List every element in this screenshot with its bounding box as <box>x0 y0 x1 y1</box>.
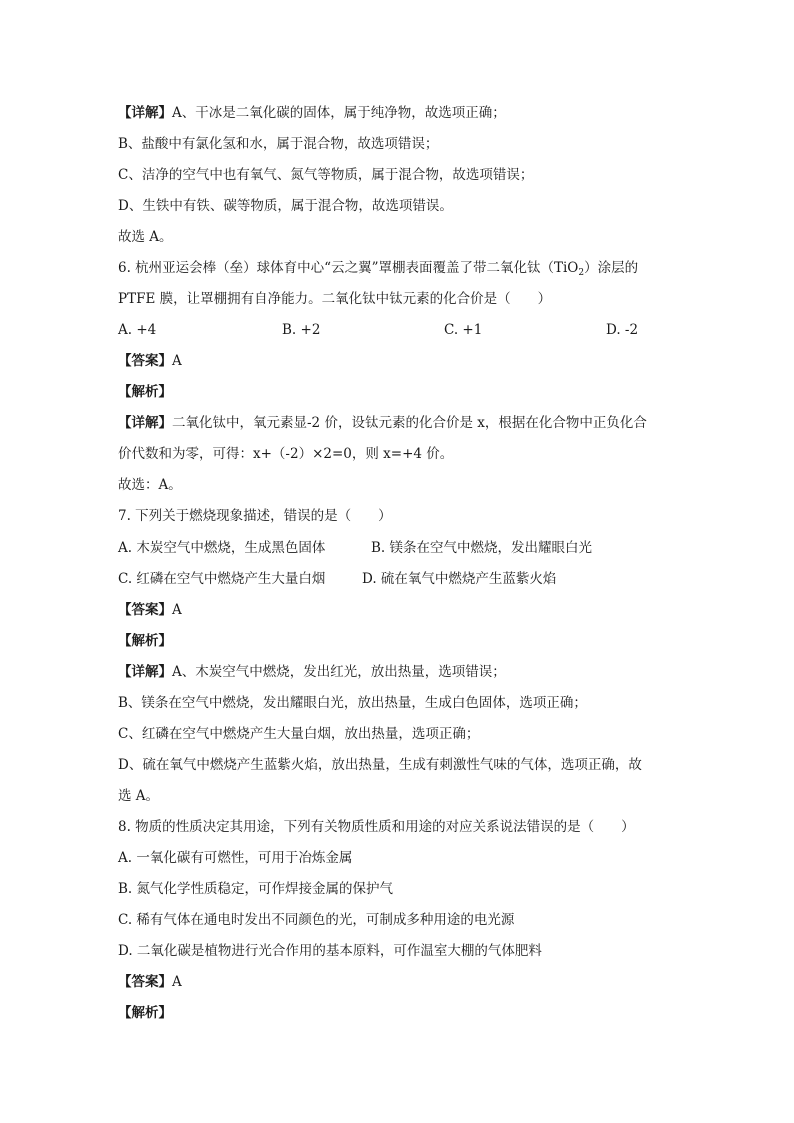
q8-option-a: A. 一氧化碳有可燃性，可用于冶炼金属 <box>118 850 353 866</box>
q6-stem-text: 6. 杭州亚运会棒（垒）球体育中心“云之翼”罩棚表面覆盖了带二氧化钛（TiO <box>118 260 579 276</box>
detail-label: 【详解】 <box>118 105 172 121</box>
q6-stem-line1 <box>118 258 638 283</box>
q7-analysis-label: 【解析】 <box>118 633 172 649</box>
detail-label: 【详解】 <box>118 664 172 680</box>
conclusion: 故选 A。 <box>118 229 173 245</box>
q6-subscript: 2 <box>578 268 585 278</box>
detail-text: A、木炭空气中燃烧，发出红光，放出热量，选项错误； <box>172 664 506 680</box>
q6-answer <box>118 351 182 371</box>
q6-stem-text-end: ）涂层的 <box>584 260 639 276</box>
answer-label: 【答案】 <box>118 974 172 990</box>
detail-label: 【详解】 <box>118 415 172 431</box>
q6-option-c: C. +1 <box>444 322 483 338</box>
q6-option-b: B. +2 <box>282 322 321 338</box>
q6-detail-line1 <box>118 413 647 433</box>
answer-label: 【答案】 <box>118 602 172 618</box>
q7-option-a: A. 木炭空气中燃烧，生成黑色固体 <box>118 540 326 556</box>
q8-option-b: B. 氮气化学性质稳定，可作焊接金属的保护气 <box>118 881 394 897</box>
q8-option-d: D. 二氧化碳是植物进行光合作用的基本原料，可作温室大棚的气体肥料 <box>118 943 542 959</box>
q7-answer <box>118 600 182 620</box>
q8-stem: 8. 物质的性质决定其用途，下列有关物质性质和用途的对应关系说法错误的是（ ） <box>118 819 635 835</box>
q7-stem: 7. 下列关于燃烧现象描述，错误的是（ ） <box>118 508 392 524</box>
detail-text: 二氧化钛中，氧元素显-2 价，设钛元素的化合价是 x，根据在化合物中正负化合 <box>172 415 647 431</box>
q8-analysis-label: 【解析】 <box>118 1005 172 1021</box>
detail-line-d: D、生铁中有铁、碳等物质，属于混合物，故选项错误。 <box>118 198 453 214</box>
answer-value: A <box>172 974 182 990</box>
q7-option-b: B. 镁条在空气中燃烧，发出耀眼白光 <box>371 540 593 556</box>
q7-detail-b: B、镁条在空气中燃烧，发出耀眼白光，放出热量，生成白色固体，选项正确； <box>118 695 587 711</box>
q7-detail-d1: D、硫在氧气中燃烧产生蓝紫火焰，放出热量，生成有刺激性气味的气体，选项正确，故 <box>118 757 642 773</box>
q7-option-c: C. 红磷在空气中燃烧产生大量白烟 <box>118 571 326 587</box>
q7-detail-c: C、红磷在空气中燃烧产生大量白烟，放出热量，选项正确； <box>118 726 480 742</box>
q6-detail-line2: 价代数和为零，可得：x+（-2）×2=0，则 x=+4 价。 <box>118 446 454 462</box>
q6-option-d: D. -2 <box>606 322 639 338</box>
answer-value: A <box>172 353 182 369</box>
detail-text: A、干冰是二氧化碳的固体，属于纯净物，故选项正确； <box>172 105 506 121</box>
q7-detail-a <box>118 662 506 682</box>
q7-option-d: D. 硫在氧气中燃烧产生蓝紫火焰 <box>362 571 557 587</box>
q6-conclusion: 故选：A。 <box>118 477 182 493</box>
q8-option-c: C. 稀有气体在通电时发出不同颜色的光，可制成多种用途的电光源 <box>118 912 515 928</box>
answer-label: 【答案】 <box>118 353 172 369</box>
detail-line-a <box>118 103 506 123</box>
q8-answer <box>118 972 182 992</box>
detail-line-c: C、洁净的空气中也有氧气、氮气等物质，属于混合物，故选项错误； <box>118 167 534 183</box>
answer-value: A <box>172 602 182 618</box>
q6-option-a: A. +4 <box>118 322 157 338</box>
detail-line-b: B、盐酸中有氯化氢和水，属于混合物，故选项错误； <box>118 136 439 152</box>
q7-detail-d2: 选 A。 <box>118 788 160 804</box>
q6-stem-line2: PTFE 膜，让罩棚拥有自净能力。二氧化钛中钛元素的化合价是（ ） <box>118 291 552 307</box>
q6-analysis-label: 【解析】 <box>118 384 172 400</box>
